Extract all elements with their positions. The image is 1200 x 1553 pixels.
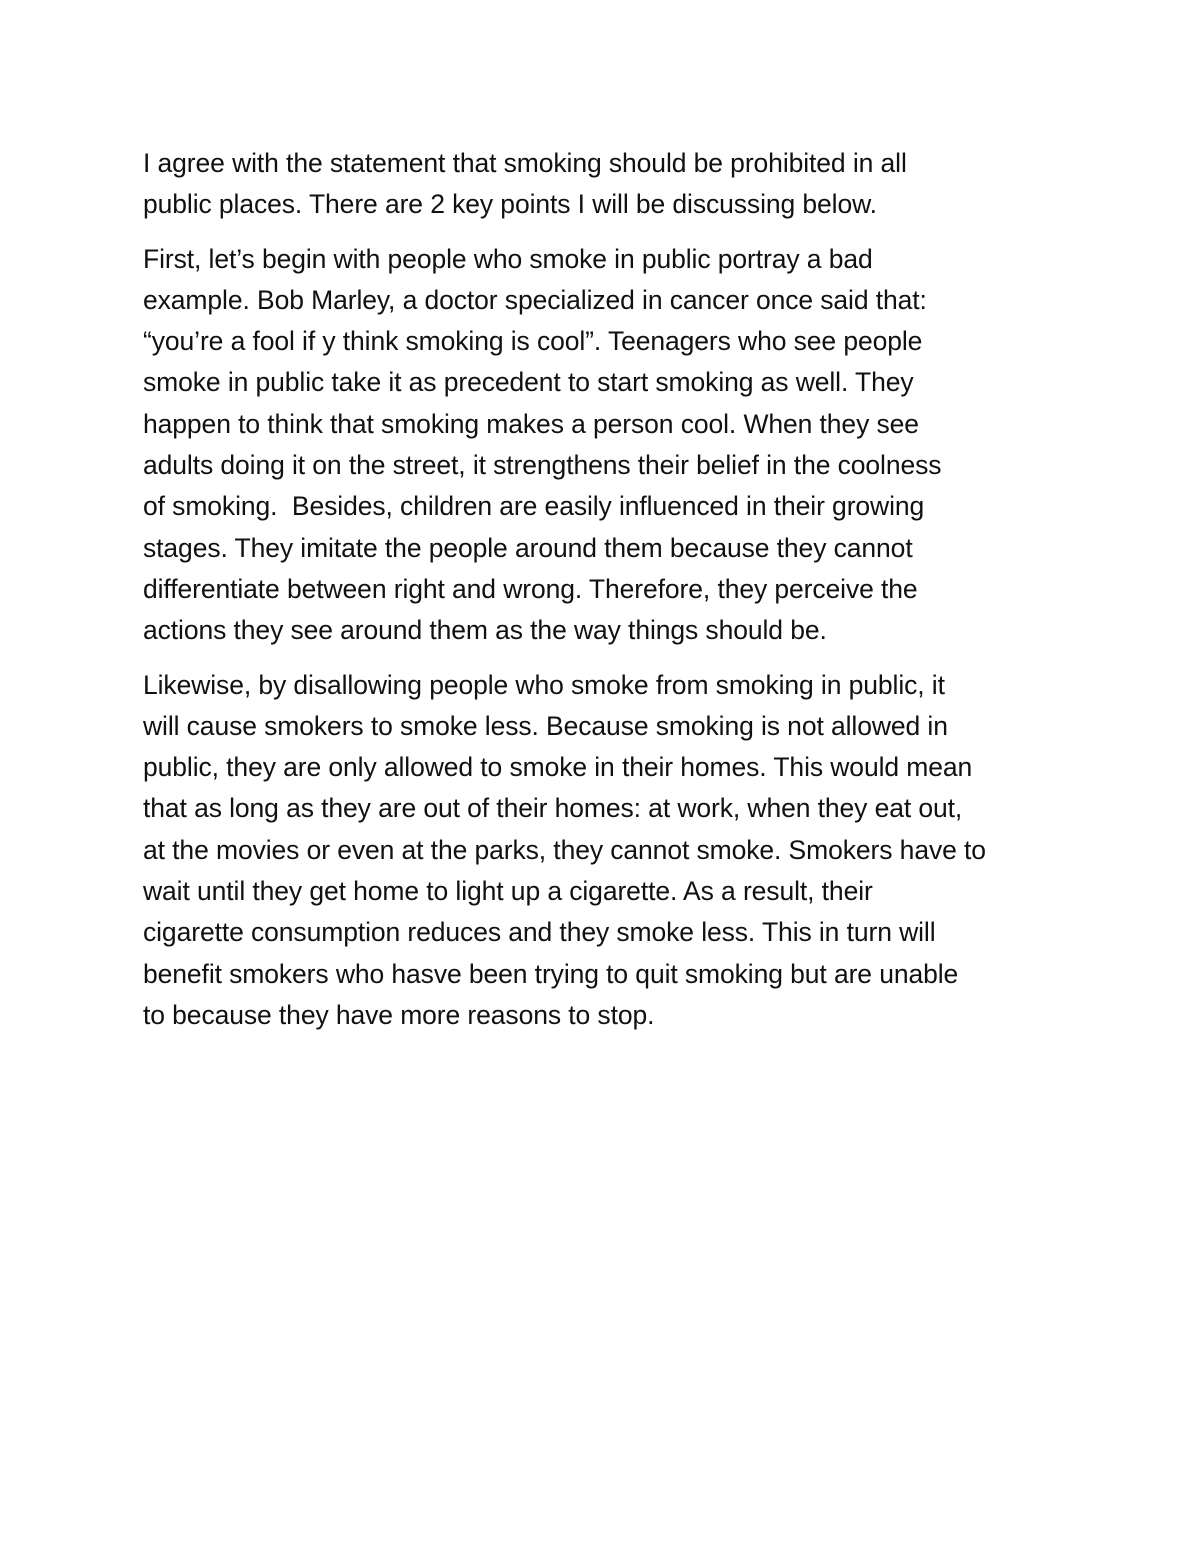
text-line: differentiate between right and wrong. Therefore, they perceive the <box>143 573 918 604</box>
document-body <box>143 143 1073 1049</box>
text-line: wait until they get home to light up a cigarette. As a result, their <box>143 876 873 907</box>
text-line: that as long as they are out of their homes: at work, when they eat out, <box>143 793 963 824</box>
paragraph-second-point <box>143 665 1073 1037</box>
text-line: of smoking. Besides, children are easily influenced in their growing <box>143 491 925 522</box>
text-line: stages. They imitate the people around them because they cannot <box>143 532 913 563</box>
paragraph-intro <box>143 143 1073 226</box>
text-line: will cause smokers to smoke less. Because smoking is not allowed in <box>143 710 948 741</box>
text-line: adults doing it on the street, it strengthens their belief in the coolness <box>143 450 942 481</box>
text-line: Likewise, by disallowing people who smoke from smoking in public, it <box>143 669 945 700</box>
text-line: public places. There are 2 key points I will be discussing below. <box>143 189 877 220</box>
text-line: I agree with the statement that smoking should be prohibited in all <box>143 148 907 178</box>
text-line: “you’re a fool if y think smoking is cool”. Teenagers who see people <box>143 326 923 357</box>
text-line: to because they have more reasons to stop. <box>143 999 655 1030</box>
text-line: example. Bob Marley, a doctor specialized in cancer once said that: <box>143 284 927 315</box>
text-line: happen to think that smoking makes a person cool. When they see <box>143 408 919 439</box>
text-line: at the movies or even at the parks, they cannot smoke. Smokers have to <box>143 834 986 865</box>
text-line: public, they are only allowed to smoke in their homes. This would mean <box>143 752 973 783</box>
text-line: cigarette consumption reduces and they smoke less. This in turn will <box>143 917 936 948</box>
text-line: First, let’s begin with people who smoke in public portray a bad <box>143 243 873 274</box>
text-line: actions they see around them as the way things should be. <box>143 615 827 646</box>
text-line: smoke in public take it as precedent to start smoking as well. They <box>143 367 914 398</box>
paragraph-first-point <box>143 239 1073 652</box>
text-line: benefit smokers who hasve been trying to quit smoking but are unable <box>143 958 959 989</box>
